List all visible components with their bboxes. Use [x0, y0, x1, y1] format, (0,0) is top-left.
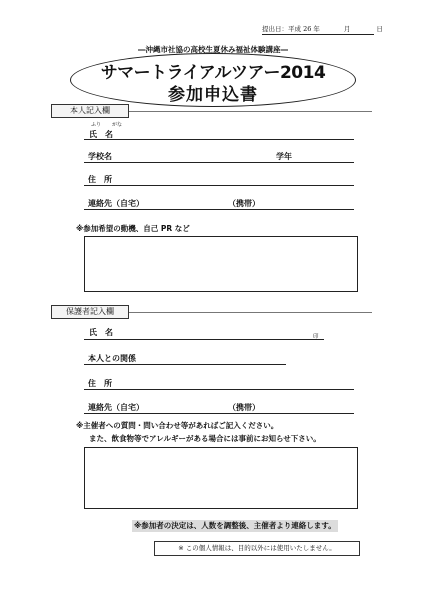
guardian-home-phone-label: 連絡先（自宅） [88, 403, 144, 412]
guardian-contact-field[interactable] [84, 413, 354, 414]
page-title-form-name: 参加申込書 [168, 85, 258, 105]
page-subtitle: ―沖縄市社協の高校生夏休み福祉体験講座― [138, 45, 288, 54]
applicant-school-label: 学校名 [88, 152, 112, 161]
page-title: サマートライアルツアー2014 [100, 63, 326, 83]
applicant-name-label: 氏 名 [89, 130, 113, 139]
applicant-contact-field[interactable] [84, 209, 354, 210]
guardian-question-note: ※主催者への質問・問い合わせ等があればご記入ください。 [76, 421, 279, 430]
privacy-notice-box: ※ この個人情報は、目的以外には使用いたしません。 [154, 541, 360, 556]
guardian-name-label: 氏 名 [89, 328, 113, 337]
guardian-relation-field[interactable] [84, 364, 286, 365]
applicant-grade-label: 学年 [276, 152, 292, 161]
guardian-mobile-label: （携帯） [228, 403, 260, 412]
selection-notice: ※参加者の決定は、人数を調整後、主催者より連絡します。 [134, 521, 336, 530]
guardian-name-field[interactable] [84, 339, 324, 340]
applicant-furigana-label-2: がな [112, 122, 123, 128]
submission-date-label: 提出日：平成 26 年 [262, 25, 320, 33]
applicant-motivation-label: ※参加希望の動機、自己 PR など [76, 224, 190, 233]
applicant-mobile-label: （携帯） [228, 199, 260, 208]
guardian-relation-label: 本人との関係 [88, 354, 136, 363]
applicant-section-rule [129, 111, 372, 112]
applicant-school-field[interactable] [84, 162, 354, 163]
applicant-name-field[interactable] [84, 139, 354, 140]
guardian-section-label: 保護者記入欄 [51, 305, 129, 319]
applicant-address-label: 住 所 [88, 175, 112, 184]
applicant-home-phone-label: 連絡先（自宅） [88, 199, 144, 208]
submission-month-label: 月 [343, 25, 351, 33]
guardian-address-label: 住 所 [88, 379, 112, 388]
applicant-section-label: 本人記入欄 [51, 104, 129, 118]
guardian-allergy-note: また、飲食物等でアレルギーがある場合には事前にお知らせ下さい。 [89, 434, 321, 443]
guardian-address-field[interactable] [84, 389, 354, 390]
applicant-furigana-label: ふり [91, 122, 102, 128]
applicant-address-field[interactable] [84, 185, 354, 186]
applicant-motivation-textbox[interactable] [84, 236, 358, 292]
submission-date-field[interactable] [262, 24, 383, 35]
guardian-seal-mark: 印 [313, 334, 319, 340]
guardian-question-textbox[interactable] [84, 447, 358, 509]
guardian-section-rule [129, 312, 372, 313]
submission-day-label: 日 [376, 25, 383, 33]
